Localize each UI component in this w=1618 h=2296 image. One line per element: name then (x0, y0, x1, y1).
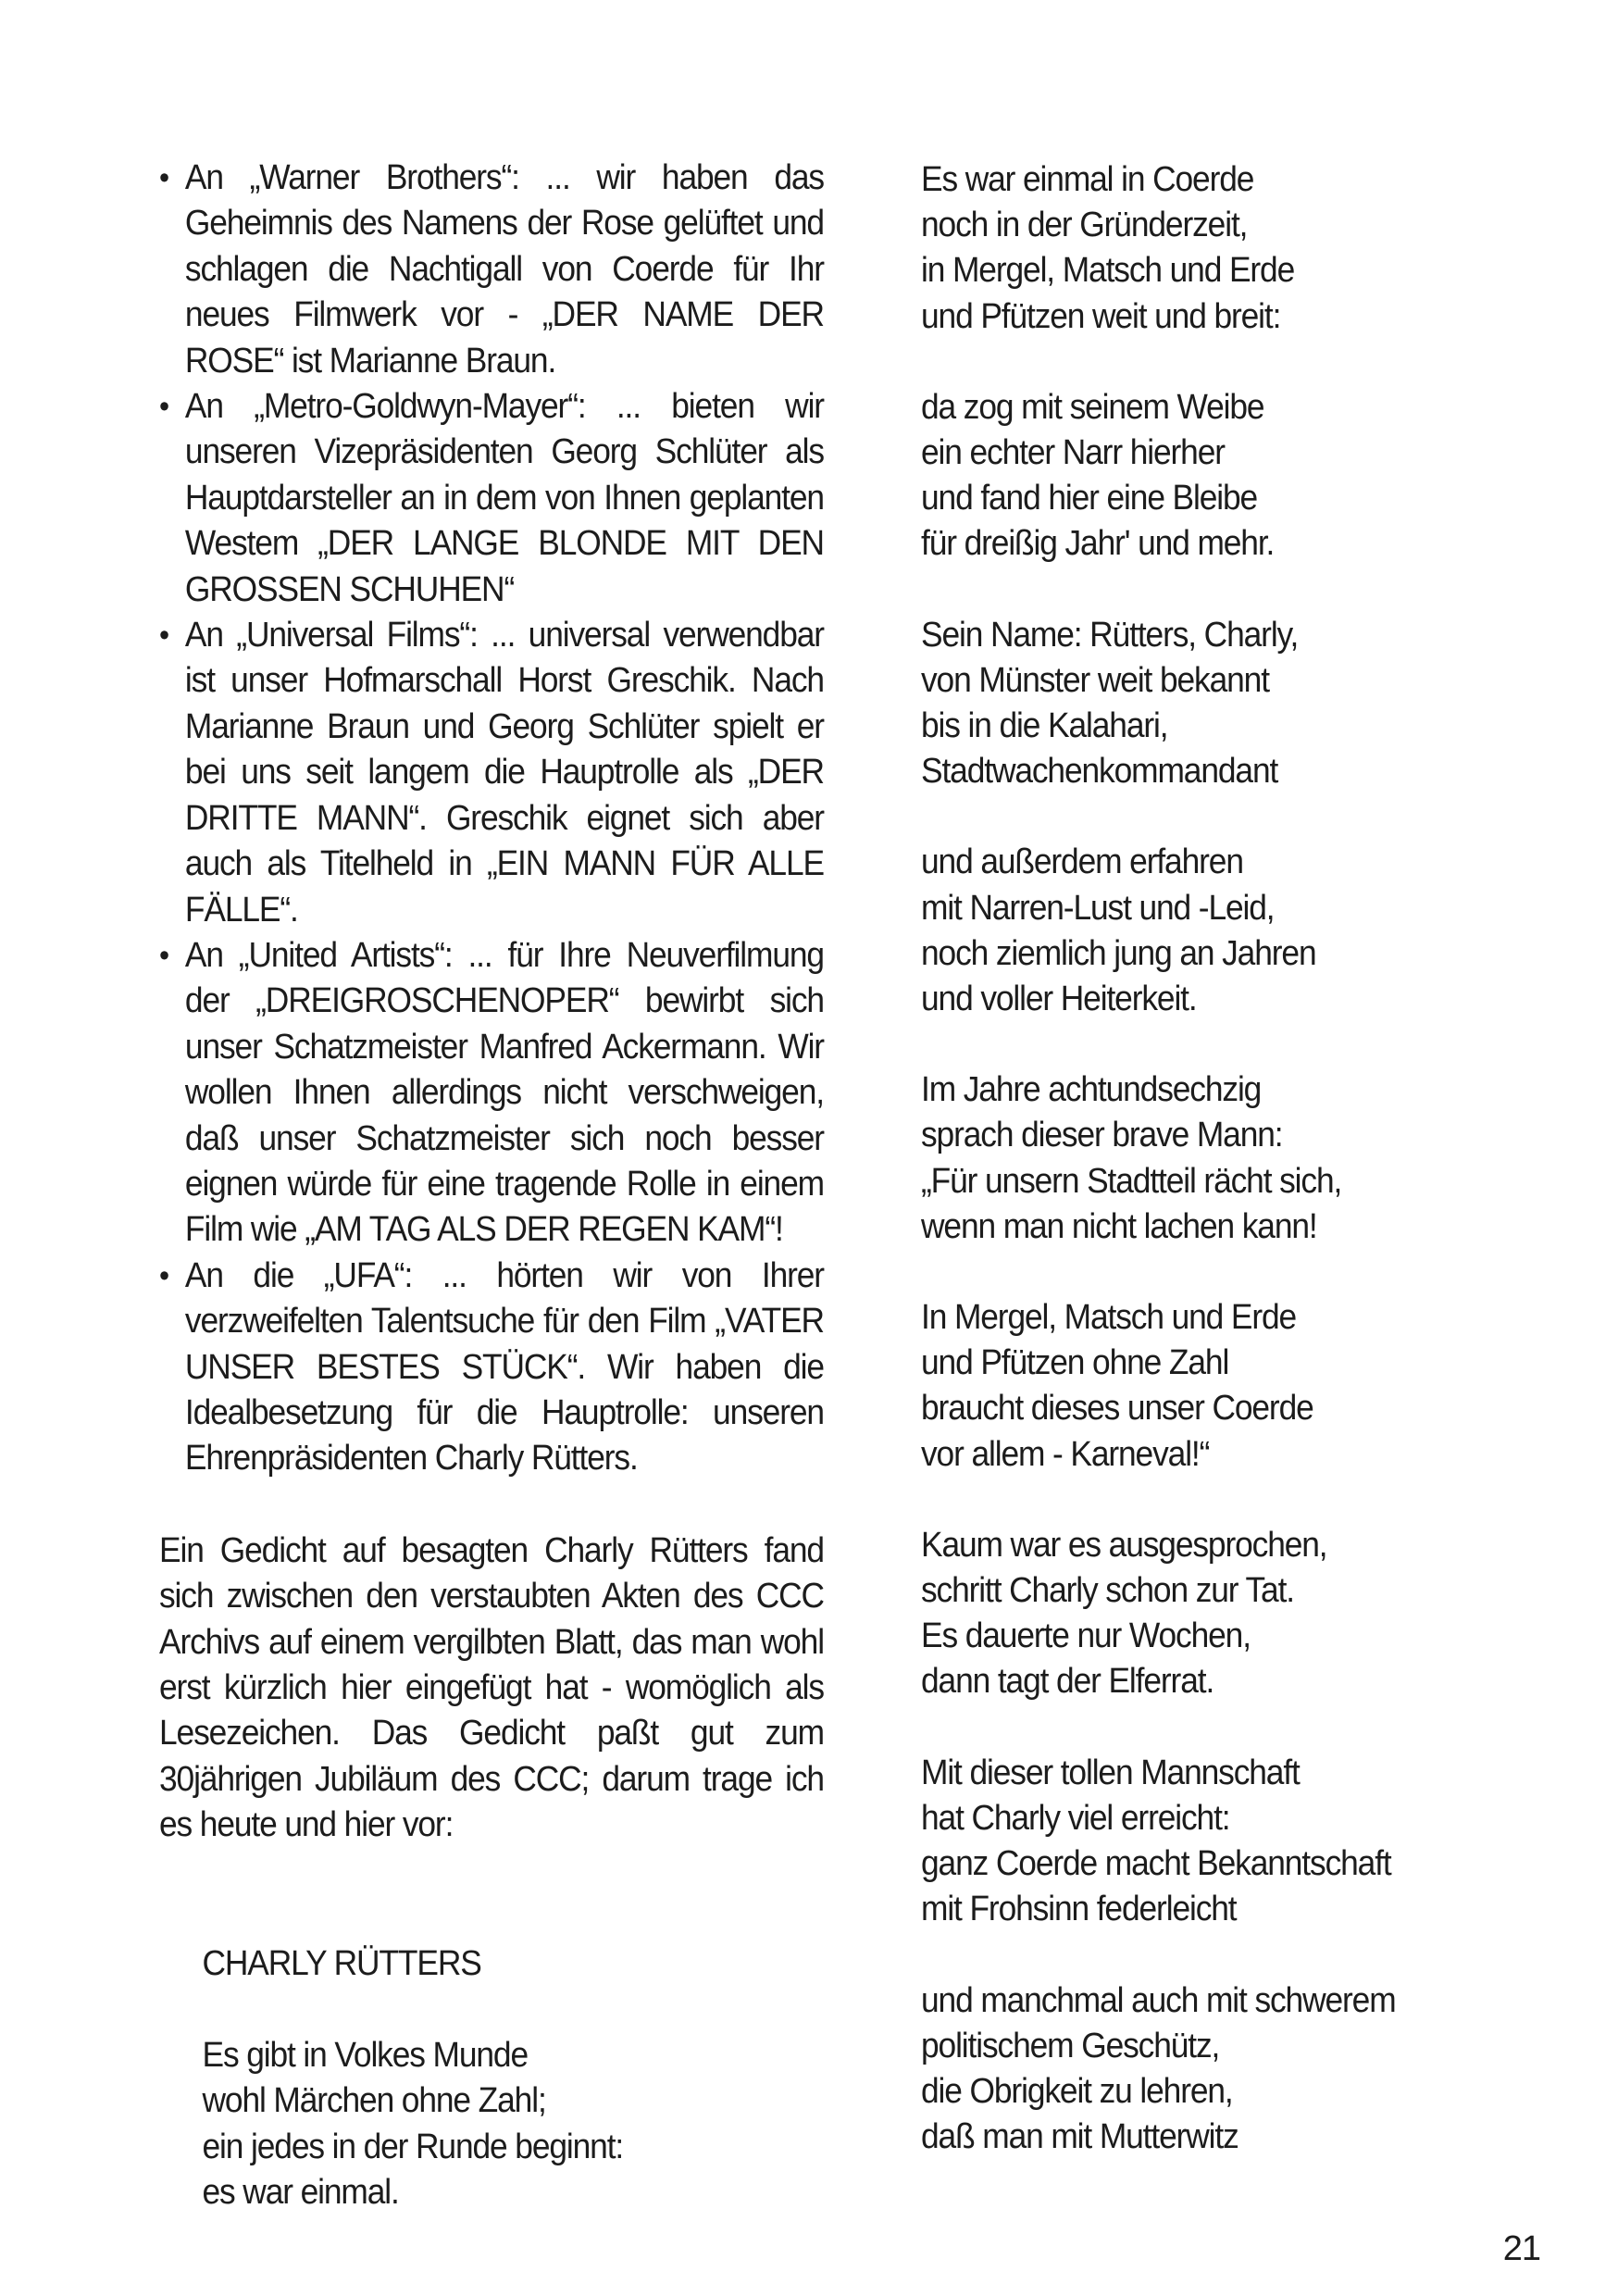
bullet-icon: • (159, 937, 168, 973)
poem-stanza: In Mergel, Matsch und Erde und Pfützen ohne Zahl braucht dieses unser Coerde vor allem - Karneval!“ (921, 1298, 1313, 1474)
bullet-text: An „United Artists“: ... für Ihre Neuverfilmung der „DREIGROSCHENOPER“ bewirbt sich unser Schatzmeister Manfred Ackermann. Wir wollen Ihnen allerdings nicht verschweigen, daß unser Schatzmeister sich noch besser eignen würde für eine tragende Rolle in einem Film wie „AM TAG ALS DER REGEN KAM“! (184, 935, 824, 1250)
bullet-text: An „Metro-Goldwyn-Mayer“: ... bieten wir unseren Vizepräsidenten Georg Schlüter als Hauptdarsteller an in dem von Ihnen geplanten Westem „DER LANGE BLONDE MIT DEN GROSSEN SCHUHEN“ (184, 387, 824, 609)
list-item (159, 933, 824, 1254)
page-number: 21 (1502, 2229, 1540, 2268)
bullet-text: An „Warner Brothers“: ... wir haben das Geheimnis des Namens der Rose gelüftet und schlagen die Nachtigall von Coerde für Ihr neues Filmwerk vor - „DER NAME DER ROSE“ ist Marianne Braun. (184, 158, 824, 381)
right-column (921, 157, 1403, 2205)
intro-paragraph: Ein Gedicht auf besagten Charly Rütters fand sich zwischen den verstaubten Akten des CCC Archivs auf einem vergilbten Blatt, das man wohl erst kürzlich hier eingefügt hat - womöglich als Lesezeichen. Das Gedicht paßt gut zum 30jährigen Jubiläum des CCC; darum trage ich es heute und hier vor: (159, 1530, 824, 1845)
bullet-icon: • (159, 1257, 168, 1293)
poem-stanza: und manchmal auch mit schwerem politischem Geschütz, die Obrigkeit zu lehren, daß man mit Mutterwitz (921, 1980, 1396, 2157)
bullet-icon: • (159, 618, 168, 654)
list-item (159, 384, 824, 613)
poem-stanza: Es war einmal in Coerde noch in der Gründerzeit, in Mergel, Matsch und Erde und Pfützen weit und breit: (921, 160, 1295, 336)
bullet-text: An die „UFA“: ... hörten wir von Ihrer verzweifelten Talentsuche für den Film „VATER UNSER BESTES STÜCK“. Wir haben die Idealbesetzung für die Hauptrolle: unseren Ehrenpräsidenten Charly Rütters. (184, 1255, 824, 1479)
list-item (159, 1254, 824, 1482)
bullet-text: An „Universal Films“: ... universal verwendbar ist unser Hofmarschall Horst Greschik. Nach Marianne Braun und Georg Schlüter spielt er bei uns seit langem die Hauptrolle als „DER DRITTE MANN“. Greschik eignet sich aber auch als Titelheld in „EIN MANN FÜR ALLE FÄLLE“. (184, 616, 824, 930)
poem-stanza: und außerdem erfahren mit Narren-Lust und -Leid, noch ziemlich jung an Jahren und voller Heiterkeit. (921, 842, 1316, 1019)
poem-stanza: da zog mit seinem Weibe ein echter Narr hierher und fand hier eine Bleibe für dreißig Jahr' und mehr. (921, 387, 1275, 564)
poem-stanza: Kaum war es ausgesprochen, schritt Charly schon zur Tat. Es dauerte nur Wochen, dann tagt der Elferrat. (921, 1525, 1327, 1702)
bullet-icon: • (159, 389, 168, 425)
list-item (159, 613, 824, 933)
poem-stanza: Im Jahre achtundsechzig sprach dieser brave Mann: „Für unsern Stadtteil rächt sich, wenn man nicht lachen kann! (921, 1070, 1342, 1246)
bullet-icon: • (159, 160, 168, 195)
letter-bullet-list (159, 156, 824, 1482)
poem-block (159, 1941, 824, 2216)
poem-stanza: Sein Name: Rütters, Charly, von Münster weit bekannt bis in die Kalahari, Stadtwachenkommandant (921, 615, 1299, 792)
poem-stanza: Es gibt in Volkes Munde wohl Märchen ohne Zahl; ein jedes in der Runde beginnt: es war einmal. (202, 2036, 624, 2213)
poem-title: CHARLY RÜTTERS (202, 1943, 481, 1983)
list-item (159, 156, 824, 384)
left-column (159, 156, 824, 2216)
poem-stanza: Mit dieser tollen Mannschaft hat Charly viel erreicht: ganz Coerde macht Bekanntschaft mit Frohsinn federleicht (921, 1753, 1391, 1929)
